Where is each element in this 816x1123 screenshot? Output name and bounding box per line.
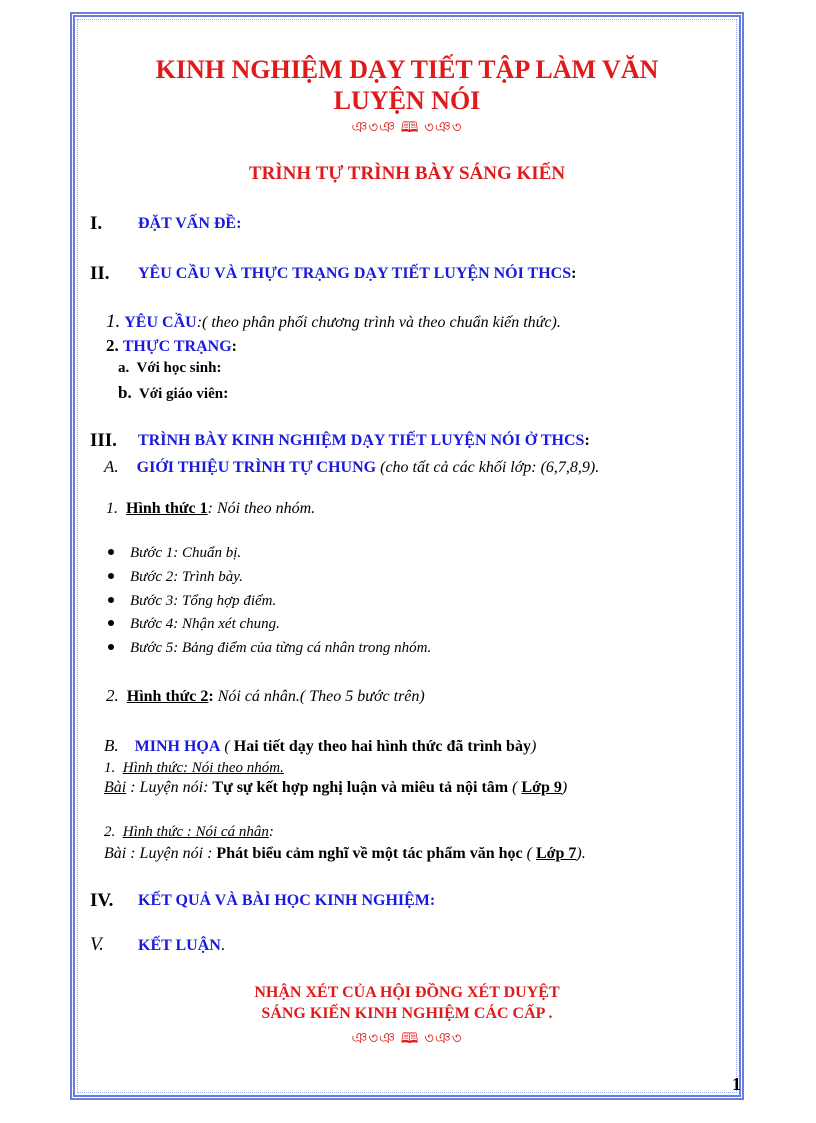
bullet-icon bbox=[108, 620, 114, 626]
example-2-heading: 2. Hình thức : Nói cá nhân: bbox=[104, 824, 274, 840]
subtitle: TRÌNH TỰ TRÌNH BÀY SÁNG KIẾN bbox=[248, 163, 566, 184]
bullet-icon bbox=[108, 597, 114, 603]
example-2-lesson: Bài : Luyện nói : Phát biểu cảm nghĩ về một tác phẩm văn học ( Lớp 7). bbox=[104, 845, 586, 862]
footer-line-1: NHẬN XÉT CỦA HỘI ĐỒNG XÉT DUYỆT bbox=[254, 984, 560, 1001]
footer-ornament: ঞ৩ঞ 🕮 ৩ঞ৩ bbox=[351, 1031, 463, 1047]
section-4-number: IV. bbox=[90, 890, 114, 911]
step-item: Bước 5: Bảng điểm của từng cá nhân trong nhóm. bbox=[108, 640, 431, 657]
step-item: Bước 1: Chuẩn bị. bbox=[108, 545, 241, 562]
step-item: Bước 4: Nhận xét chung. bbox=[108, 616, 280, 633]
requirement-line: 1. YÊU CẦU:( theo phân phối chương trình và theo chuẩn kiến thức). bbox=[106, 311, 561, 332]
section-3-heading: TRÌNH BÀY KINH NGHIỆM DẠY TIẾT LUYỆN NÓI Ở THCS: bbox=[138, 432, 590, 449]
current-state-line: 2. THỰC TRẠNG: bbox=[106, 336, 237, 355]
section-3-number: III. bbox=[90, 430, 117, 451]
bullet-icon bbox=[108, 549, 114, 555]
step-item: Bước 2: Trình bày. bbox=[108, 569, 243, 586]
section-1-number: I. bbox=[90, 213, 103, 234]
example-1-heading: 1. Hình thức: Nói theo nhóm. bbox=[104, 760, 284, 776]
title-line-2: LUYỆN NÓI bbox=[333, 86, 481, 115]
subsection-b: B. MINH HỌA ( Hai tiết dạy theo hai hình thức đã trình bày) bbox=[104, 736, 537, 755]
step-item: Bước 3: Tổng hợp điểm. bbox=[108, 593, 276, 610]
title-ornament: ঞ৩ঞ 🕮 ৩ঞ৩ bbox=[351, 120, 463, 136]
section-4-heading: KẾT QUẢ VÀ BÀI HỌC KINH NGHIỆM: bbox=[138, 892, 436, 909]
bullet-icon bbox=[108, 644, 114, 650]
page-number: 1 bbox=[732, 1074, 741, 1094]
subsection-a: A. GIỚI THIỆU TRÌNH TỰ CHUNG (cho tất cả các khối lớp: (6,7,8,9). bbox=[104, 457, 600, 476]
form-2-line: 2. Hình thức 2: Nói cá nhân.( Theo 5 bước trên) bbox=[106, 686, 425, 705]
section-2-number: II. bbox=[90, 263, 110, 284]
form-1-line: 1. Hình thức 1: Nói theo nhóm. bbox=[106, 500, 316, 517]
section-1-heading: ĐẶT VẤN ĐỀ: bbox=[138, 215, 242, 232]
section-5-number: V. bbox=[90, 934, 104, 955]
footer-line-2: SÁNG KIẾN KINH NGHIỆM CÁC CẤP . bbox=[261, 1005, 553, 1022]
students-line: a. Với học sinh: bbox=[118, 360, 222, 376]
section-5-heading: KẾT LUẬN. bbox=[138, 937, 225, 954]
section-2-heading: YÊU CẦU VÀ THỰC TRẠNG DẠY TIẾT LUYỆN NÓI THCS: bbox=[138, 265, 577, 282]
title-line-1: KINH NGHIỆM DẠY TIẾT TẬP LÀM VĂN bbox=[155, 55, 659, 84]
teachers-line: b. Với giáo viên: bbox=[118, 383, 229, 402]
example-1-lesson: Bài : Luyện nói: Tự sự kết hợp nghị luận và miêu tả nội tâm ( Lớp 9) bbox=[104, 779, 568, 796]
bullet-icon bbox=[108, 573, 114, 579]
